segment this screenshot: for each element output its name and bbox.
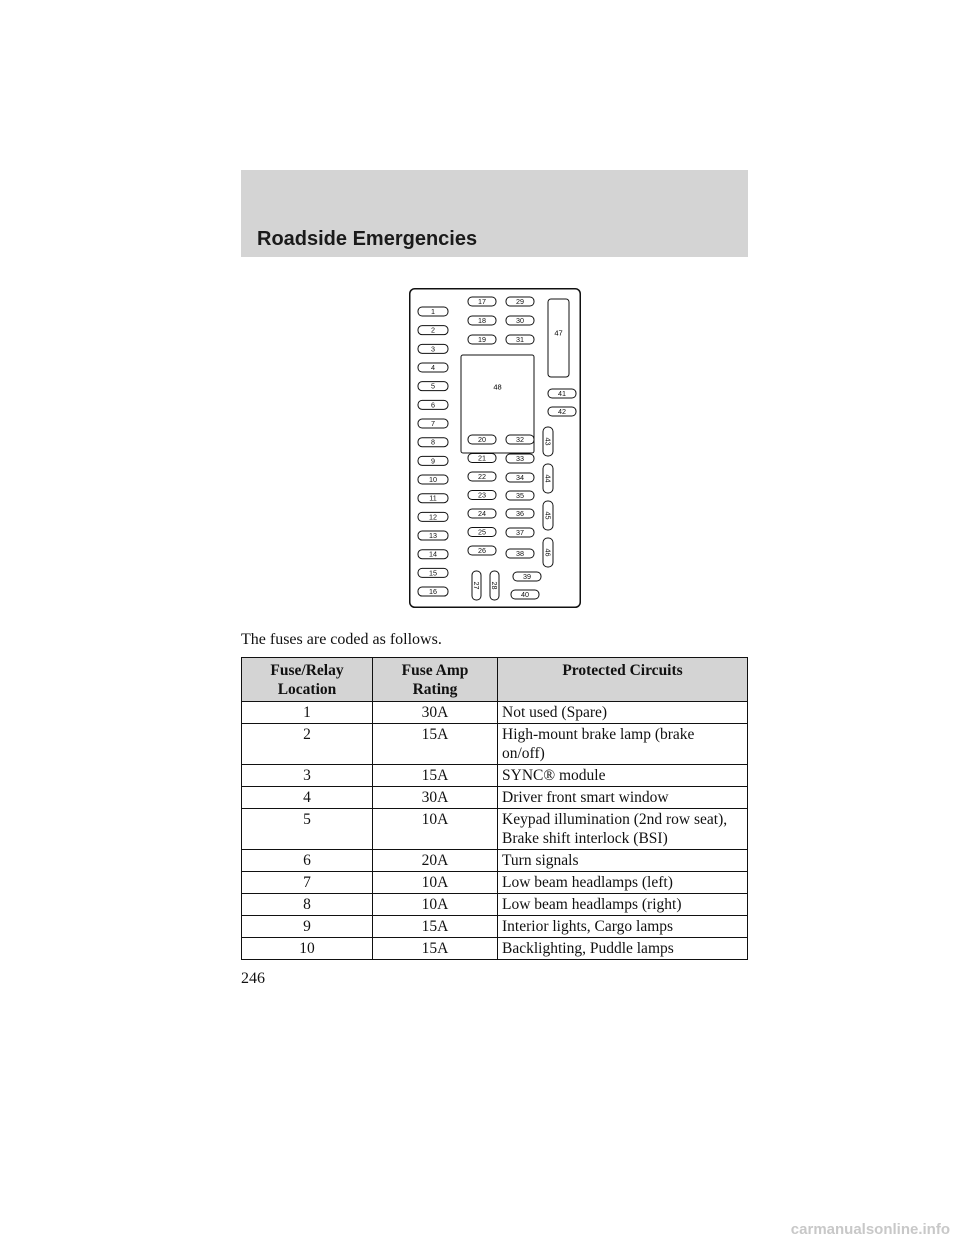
fuse-label: 12: [429, 512, 437, 522]
fuse-label: 42: [558, 407, 566, 416]
fuse-location-cell: 7: [242, 872, 373, 894]
fuse-label: 11: [429, 493, 437, 503]
fuse-label: 4: [431, 363, 435, 373]
fuse-label: 14: [429, 549, 437, 559]
fuse-amp-cell: 30A: [373, 702, 498, 724]
fuse-label: 46: [543, 548, 553, 557]
fuse-amp-cell: 15A: [373, 938, 498, 960]
fuse-label: 26: [478, 546, 486, 555]
fuse-location-cell: 6: [242, 850, 373, 872]
fuse-amp-cell: 15A: [373, 765, 498, 787]
fuse-label: 13: [429, 531, 437, 541]
table-row: [242, 809, 748, 850]
section-title: Roadside Emergencies: [257, 228, 478, 250]
fuse-label: 16: [429, 587, 437, 597]
fuse-label: 29: [516, 297, 524, 306]
protected-circuit-cell: Turn signals: [498, 850, 748, 872]
fuse-location-cell: 1: [242, 702, 373, 724]
fuse-label: 30: [516, 316, 524, 325]
protected-circuit-cell: Backlighting, Puddle lamps: [498, 938, 748, 960]
header-location: Fuse/Relay Location: [242, 658, 373, 702]
fuse-label: 25: [478, 527, 486, 537]
protected-circuit-cell: Driver front smart window: [498, 787, 748, 809]
protected-circuit-cell: Low beam headlamps (right): [498, 894, 748, 916]
intro-text: The fuses are coded as follows.: [241, 631, 442, 648]
page-number: 246: [241, 970, 265, 987]
fuse-label: 7: [431, 419, 435, 429]
watermark: carmanualsonline.info: [790, 1221, 950, 1238]
table-row: [242, 916, 748, 938]
fuse-label: 38: [516, 549, 524, 558]
fuse-label: 17: [478, 297, 486, 306]
fuse-label: 9: [431, 456, 435, 466]
fuse-label: 32: [516, 435, 524, 444]
protected-circuit-cell: High-mount brake lamp (brake on/off): [498, 724, 748, 765]
fuse-panel-diagram: [409, 288, 581, 608]
fuse-location-cell: 9: [242, 916, 373, 938]
fuse-label: 28: [490, 581, 499, 590]
fuse-label: 27: [472, 581, 481, 590]
header-protected-circuits: Protected Circuits: [498, 658, 748, 702]
table-row: [242, 872, 748, 894]
fuse-amp-cell: 10A: [373, 894, 498, 916]
relay-47-label: 47: [554, 328, 563, 338]
fuse-amp-cell: 30A: [373, 787, 498, 809]
table-row: [242, 938, 748, 960]
table-row: [242, 724, 748, 765]
table-row: [242, 850, 748, 872]
fuse-label: 21: [478, 453, 486, 463]
fuse-label: 19: [478, 335, 486, 344]
fuse-location-cell: 10: [242, 938, 373, 960]
fuse-label: 22: [478, 472, 486, 481]
table-header-row: [242, 658, 748, 702]
fuse-label: 1: [431, 307, 435, 316]
protected-circuit-cell: Interior lights, Cargo lamps: [498, 916, 748, 938]
fuse-label: 35: [516, 491, 524, 500]
fuse-label: 8: [431, 437, 435, 447]
fuse-amp-cell: 15A: [373, 916, 498, 938]
fuse-location-cell: 2: [242, 724, 373, 765]
relay-48-label: 48: [493, 382, 502, 392]
fuse-label: 41: [558, 389, 566, 398]
fuse-location-cell: 4: [242, 787, 373, 809]
fuse-label: 18: [478, 316, 486, 325]
fuse-label: 23: [478, 490, 486, 500]
fuse-label: 44: [543, 474, 553, 483]
fuse-location-cell: 5: [242, 809, 373, 850]
fuse-label: 10: [429, 475, 437, 485]
fuse-label: 6: [431, 400, 435, 410]
fuse-label: 40: [521, 590, 529, 599]
fuse-label: 36: [516, 509, 524, 518]
table-row: [242, 702, 748, 724]
fuse-amp-cell: 10A: [373, 809, 498, 850]
fuse-label: 37: [516, 528, 524, 537]
fuse-label: 20: [478, 435, 486, 444]
fuse-location-cell: 8: [242, 894, 373, 916]
relay-47: [548, 299, 569, 377]
protected-circuit-cell: Not used (Spare): [498, 702, 748, 724]
table-row: [242, 787, 748, 809]
table-row: [242, 765, 748, 787]
table-row: [242, 894, 748, 916]
fuse-label: 5: [431, 381, 435, 391]
protected-circuit-cell: SYNC® module: [498, 765, 748, 787]
fuse-label: 15: [429, 568, 437, 578]
fuse-amp-cell: 20A: [373, 850, 498, 872]
fuse-label: 34: [516, 473, 524, 482]
fuse-location-cell: 3: [242, 765, 373, 787]
section-header-band: [241, 170, 748, 257]
fuse-table: [241, 657, 748, 960]
fuse-label: 39: [523, 572, 531, 581]
fuse-label: 24: [478, 509, 486, 518]
header-amp-rating: Fuse Amp Rating: [373, 658, 498, 702]
fuse-label: 33: [516, 454, 524, 463]
protected-circuit-cell: Low beam headlamps (left): [498, 872, 748, 894]
fuse-label: 43: [543, 437, 553, 446]
fuse-label: 45: [543, 511, 553, 520]
fuse-amp-cell: 15A: [373, 724, 498, 765]
fuse-amp-cell: 10A: [373, 872, 498, 894]
protected-circuit-cell: Keypad illumination (2nd row seat), Brake shift interlock (BSI): [498, 809, 748, 850]
fuse-label: 31: [516, 335, 524, 344]
fuse-label: 2: [431, 325, 435, 335]
fuse-label: 3: [431, 344, 435, 354]
